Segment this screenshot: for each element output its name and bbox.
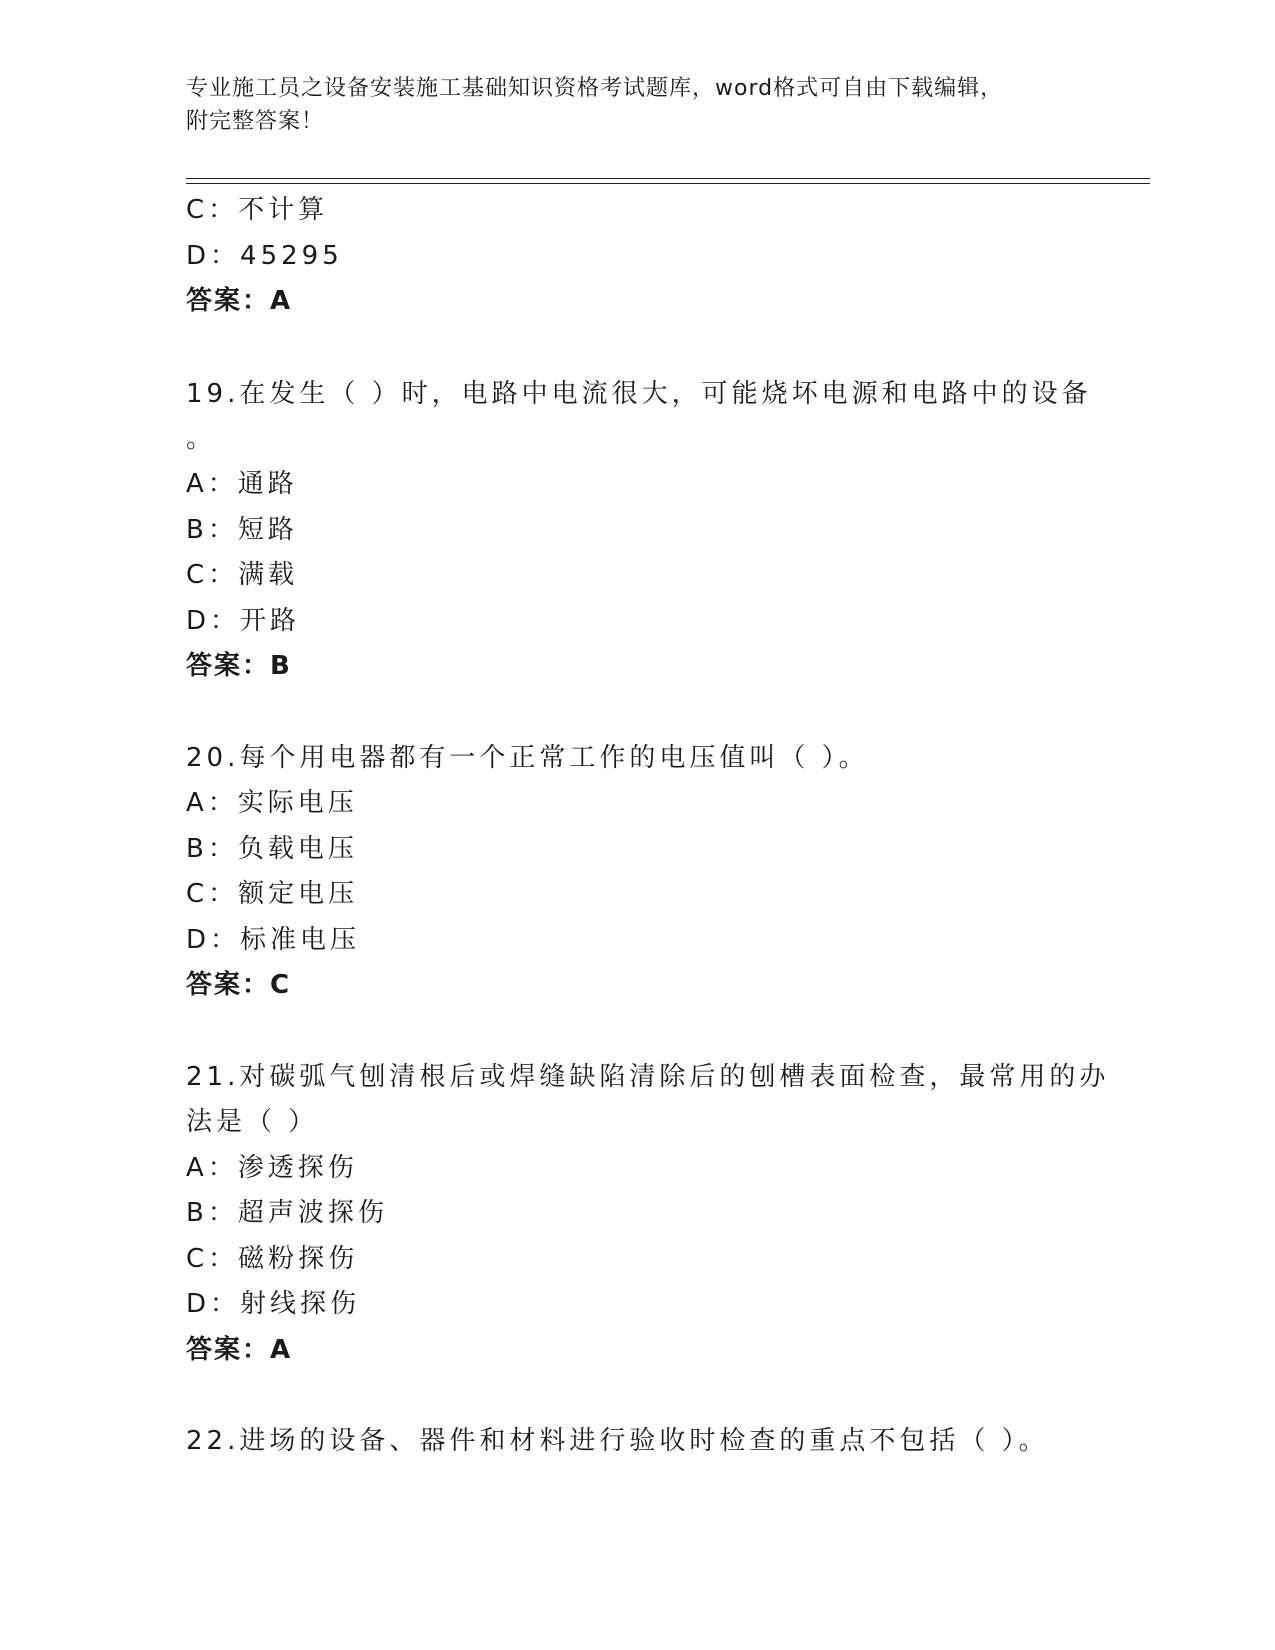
question-block-21: [186, 1055, 1110, 1374]
option-text: 开路: [240, 605, 301, 636]
header-line-1: 专业施工员之设备安装施工基础知识资格考试题库，word格式可自由下载编辑，: [186, 76, 1004, 101]
answer-line: 答案：C: [186, 970, 292, 1000]
header-line-2: 附完整答案！: [186, 109, 325, 134]
question-stem: 19.在发生（ ）时，电路中电流很大，可能烧坏电源和电路中的设备: [186, 378, 1092, 409]
option-key: C：: [186, 195, 239, 225]
option-key: C：: [186, 1243, 239, 1274]
option-text: 实际电压: [237, 788, 358, 818]
option-text: 额定电压: [238, 879, 359, 909]
option-text: 超声波探伤: [237, 1198, 388, 1228]
option-text: 45295: [240, 240, 343, 271]
option-b: [186, 1191, 1106, 1237]
option-key: A：: [186, 469, 238, 499]
option-d: [186, 918, 1106, 964]
header-divider-bottom: [186, 183, 1150, 184]
option-key: B：: [186, 833, 238, 864]
spacer: [186, 1373, 1106, 1419]
option-text: 射线探伤: [240, 1289, 361, 1319]
option-key: A：: [186, 1152, 238, 1183]
option-c: [186, 1237, 1106, 1283]
option-d: [186, 1282, 1106, 1328]
spacer: [186, 1009, 1106, 1055]
question-stem: 20.每个用电器都有一个正常工作的电压值叫（ ）。: [186, 742, 869, 773]
option-key: A：: [186, 788, 238, 818]
option-text: 磁粉探伤: [238, 1243, 359, 1274]
option-text: 标准电压: [240, 924, 361, 955]
option-key: B：: [186, 1198, 238, 1228]
option-b: [186, 508, 1106, 554]
answer-line: 答案：A: [186, 286, 293, 316]
option-text: 通路: [237, 469, 298, 499]
option-d: [186, 234, 1106, 280]
question-list: [186, 188, 1110, 1465]
option-a: [186, 1146, 1106, 1192]
option-c: [186, 188, 1106, 234]
option-c: [186, 553, 1106, 599]
option-key: C：: [186, 879, 239, 909]
option-text: 负载电压: [237, 833, 358, 864]
question-block-22: [186, 1419, 1106, 1465]
question-stem: 21.对碳弧气刨清根后或焊缝缺陷清除后的刨槽表面检查，最常用的办: [186, 1061, 1110, 1092]
option-key: B：: [186, 514, 238, 545]
option-key: C：: [186, 560, 239, 590]
option-a: [186, 781, 1106, 827]
question-stem-continued: 。: [186, 423, 217, 454]
option-text: 满载: [238, 560, 299, 590]
question-block-20: [186, 736, 1106, 1009]
question-stem-continued: 法是（ ）: [186, 1107, 319, 1137]
header-divider-top: [186, 178, 1150, 179]
option-text: 短路: [237, 514, 298, 545]
option-text: 渗透探伤: [237, 1152, 358, 1183]
option-key: D：: [186, 605, 241, 636]
option-c: [186, 872, 1106, 918]
option-a: [186, 462, 1106, 508]
document-header: [186, 72, 1086, 138]
answer-line: 答案：A: [186, 1334, 293, 1365]
option-key: D：: [186, 924, 241, 955]
question-block-18: [186, 188, 1106, 325]
spacer: [186, 325, 1106, 371]
option-key: D：: [186, 1289, 241, 1319]
option-b: [186, 827, 1106, 873]
option-text: 不计算: [238, 195, 329, 225]
question-block-19: [186, 371, 1106, 690]
answer-line: 答案：B: [186, 651, 292, 681]
option-key: D：: [186, 240, 241, 271]
spacer: [186, 690, 1106, 736]
option-d: [186, 599, 1106, 645]
question-stem: 22.进场的设备、器件和材料进行验收时检查的重点不包括（ ）。: [186, 1426, 1049, 1456]
